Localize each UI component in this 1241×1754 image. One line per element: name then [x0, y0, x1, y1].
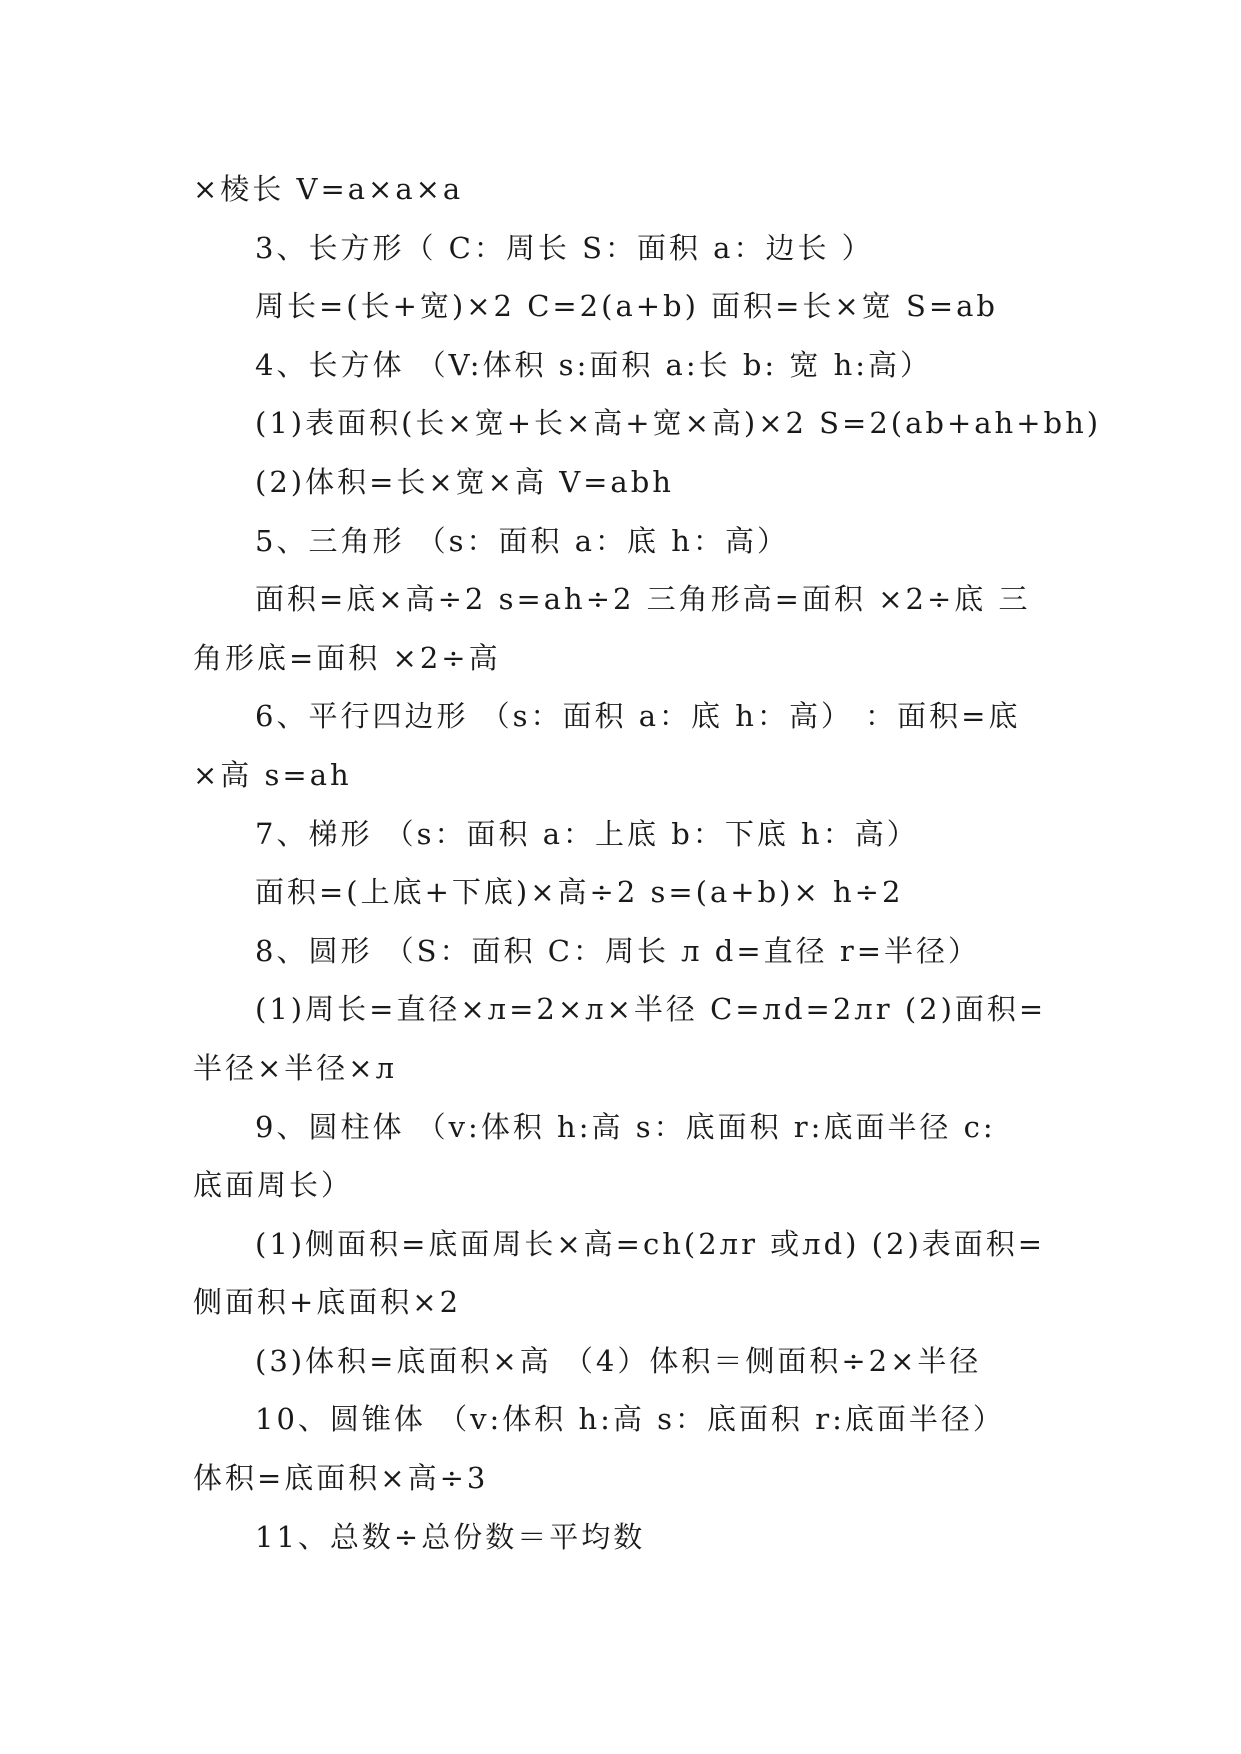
section-heading-average: 11、总数÷总份数＝平均数 [255, 1519, 646, 1554]
text-line: (1)表面积(长×宽+长×高+宽×高)×2 S=2(ab+ah+bh) [255, 406, 1102, 441]
formula-text-block [193, 160, 1102, 1566]
text-line: ×棱长 V=a×a×a [193, 172, 464, 206]
text-line: 半径×半径×л [193, 1050, 398, 1085]
text-line: (2)体积=长×宽×高 V=abh [255, 464, 674, 499]
text-line: 体积=底面积×高÷3 [193, 1461, 489, 1496]
section-heading-cone: 10、圆锥体 （v:体积 h:高 s：底面积 r:底面半径） [255, 1402, 1005, 1437]
text-line: 底面周长） [193, 1168, 354, 1203]
section-heading-cuboid: 4、长方体 （V:体积 s:面积 a:长 b: 宽 h:高） [255, 347, 933, 382]
text-line: 周长=(长+宽)×2 C=2(a+b) 面积=长×宽 S=ab [255, 289, 998, 324]
section-heading-trapezoid: 7、梯形 （s：面积 a：上底 b：下底 h：高） [255, 816, 919, 851]
section-heading-cylinder: 9、圆柱体 （v:体积 h:高 s：底面积 r:底面半径 c: [255, 1109, 996, 1144]
section-heading-circle: 8、圆形 （S：面积 C：周长 л d=直径 r=半径） [255, 933, 981, 968]
section-heading-triangle: 5、三角形 （s：面积 a：底 h：高） [255, 523, 789, 558]
text-line: 面积=底×高÷2 s=ah÷2 三角形高=面积 ×2÷底 三 [255, 582, 1031, 617]
section-heading-parallelogram: 6、平行四边形 （s：面积 a：底 h：高） ：面积=底 [255, 699, 1021, 734]
text-line: ×高 s=ah [193, 757, 352, 792]
text-line: (3)体积=底面积×高 （4）体积＝侧面积÷2×半径 [255, 1343, 982, 1378]
text-line: 角形底=面积 ×2÷高 [193, 640, 501, 675]
text-line: (1)周长=直径×л=2×л×半径 C=лd=2лr (2)面积= [255, 992, 1047, 1027]
text-line: (1)侧面积=底面周长×高=ch(2лr 或лd) (2)表面积= [255, 1226, 1046, 1261]
section-heading-rectangle: 3、长方形（ C：周长 S：面积 a：边长 ） [255, 230, 874, 265]
text-line: 侧面积+底面积×2 [193, 1285, 462, 1320]
text-line: 面积=(上底+下底)×高÷2 s=(a+b)× h÷2 [255, 875, 904, 910]
